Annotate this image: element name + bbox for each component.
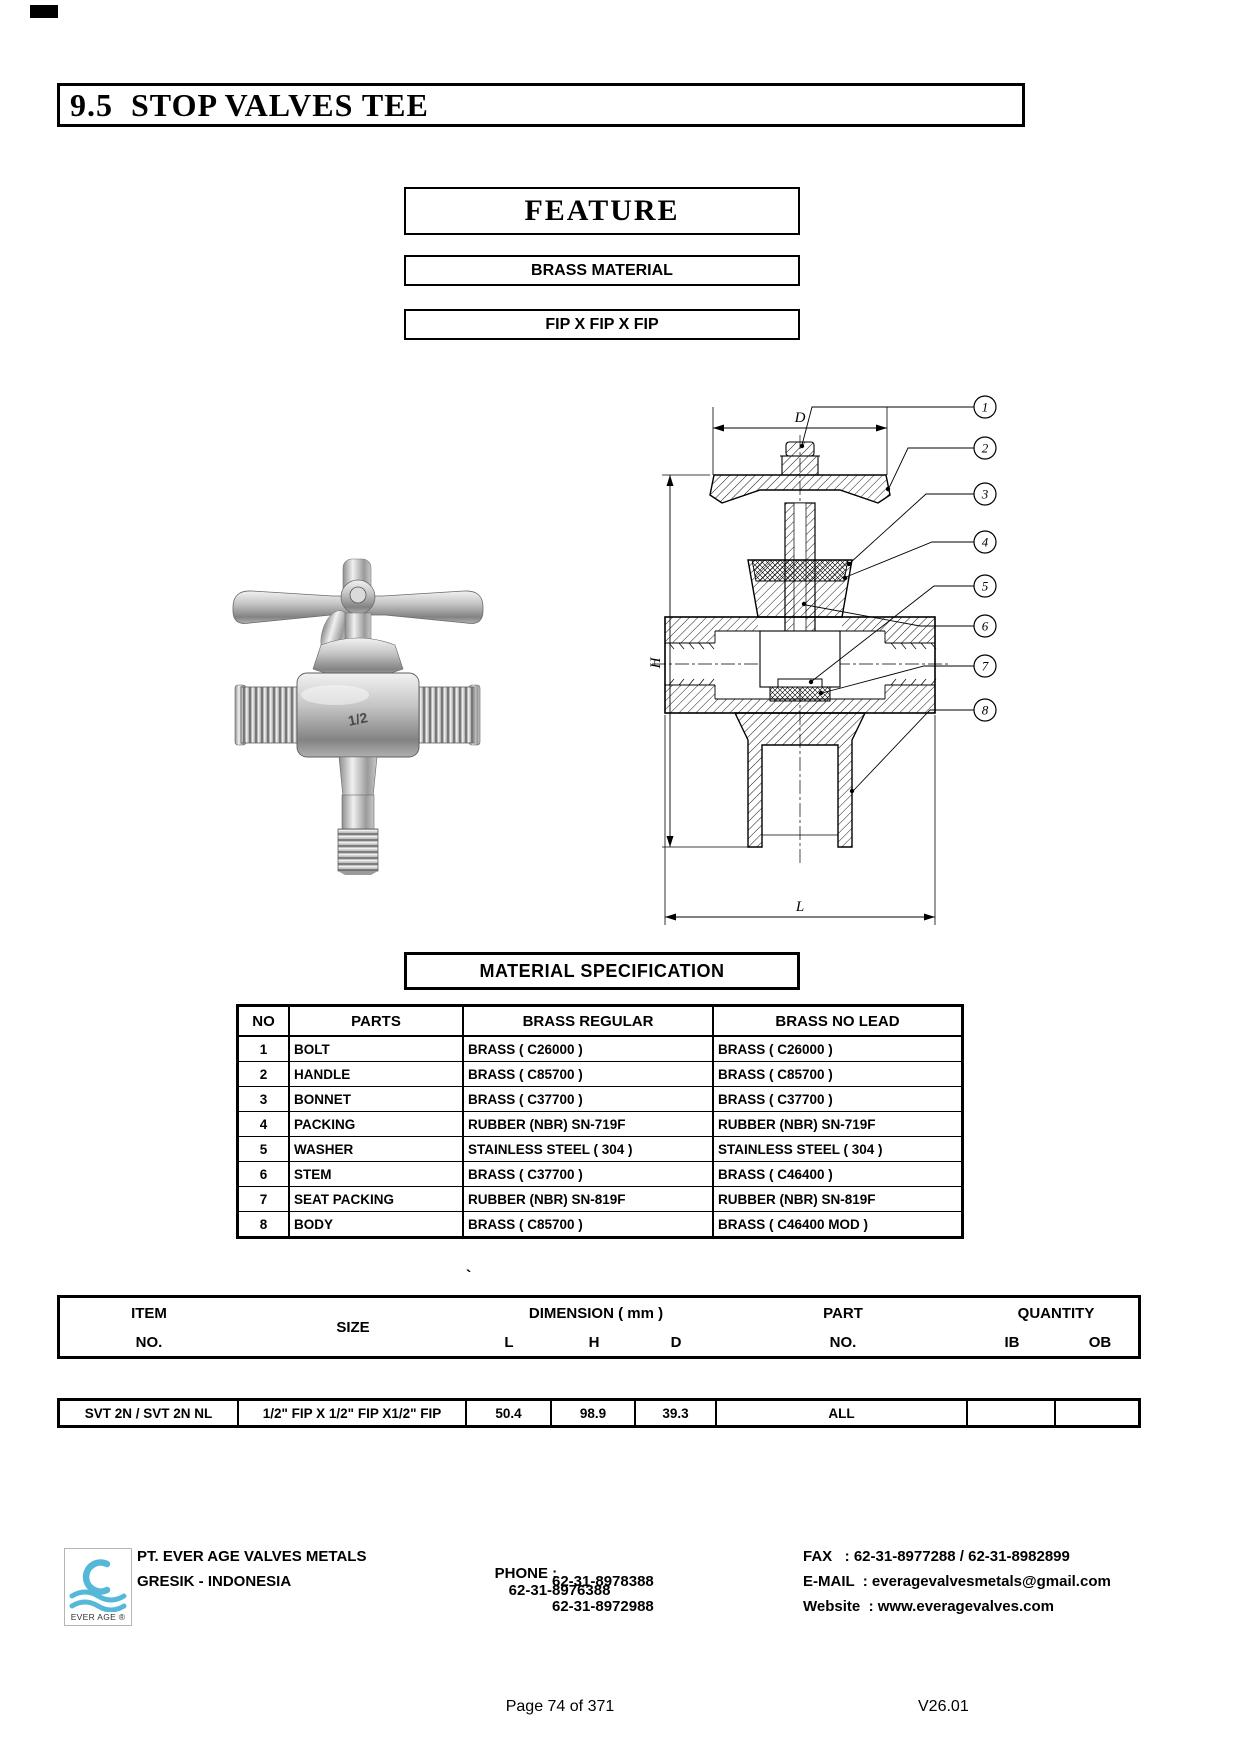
col-dimension: DIMENSION ( mm )	[528, 1305, 664, 1322]
callout-4: 4	[981, 534, 989, 550]
col-qty-ob: OB	[1088, 1334, 1112, 1351]
material-spec-table	[236, 1004, 964, 1239]
company-name: PT. EVER AGE VALVES METALS	[137, 1548, 367, 1565]
material-spec-heading: MATERIAL SPECIFICATION	[479, 960, 725, 981]
callout-2: 2	[981, 440, 989, 456]
cell-dim-h: 98.9	[552, 1401, 636, 1425]
feature-connection-box	[404, 309, 800, 340]
col-brass-no-lead: BRASS NO LEAD	[775, 1012, 900, 1030]
table-row: 4 PACKING RUBBER (NBR) SN-719F RUBBER (NBR) SN-719F	[239, 1112, 961, 1137]
page-title: 9.5 STOP VALVES TEE	[70, 86, 429, 123]
version-label: V26.01	[918, 1698, 969, 1715]
col-size: SIZE	[336, 1319, 370, 1336]
bonnet-section	[748, 560, 852, 617]
stray-mark: `	[466, 1268, 472, 1285]
section-title-box	[57, 83, 1025, 127]
table-row: 8 BODY BRASS ( C85700 ) BRASS ( C46400 MOD )	[239, 1212, 961, 1236]
dimension-h	[648, 475, 748, 847]
cell-dim-d: 39.3	[636, 1401, 717, 1425]
col-item: ITEM	[131, 1305, 167, 1322]
washer-section	[778, 679, 822, 687]
company-location: GRESIK - INDONESIA	[137, 1573, 292, 1590]
col-qty-ib: IB	[1004, 1334, 1020, 1351]
item-table-row	[57, 1398, 1141, 1428]
col-brass-regular: BRASS REGULAR	[464, 1007, 714, 1035]
table-row: 6 STEM BRASS ( C37700 ) BRASS ( C46400 )	[239, 1162, 961, 1187]
table-row: 5 WASHER STAINLESS STEEL ( 304 ) STAINLESS STEEL ( 304 )	[239, 1137, 961, 1162]
page-number: Page 74 of 371	[505, 1698, 615, 1715]
valve-photo-body	[235, 673, 480, 757]
corner-print-mark	[30, 5, 58, 18]
callout-5: 5	[981, 578, 989, 594]
packing-section	[752, 560, 848, 581]
phone-number-1: 62-31-8976388	[508, 1582, 611, 1599]
valve-photo-outlet	[338, 757, 378, 875]
cell-item-no: SVT 2N / SVT 2N NL	[60, 1401, 239, 1425]
feature-material: BRASS MATERIAL	[531, 261, 673, 279]
col-quantity: QUANTITY	[1017, 1305, 1095, 1322]
table-row: 1 BOLT BRASS ( C26000 ) BRASS ( C26000 )	[239, 1037, 961, 1062]
item-table-header	[57, 1295, 1141, 1359]
feature-connection: FIP X FIP X FIP	[545, 315, 659, 333]
callout-8: 8	[981, 702, 989, 718]
callout-1: 1	[981, 399, 989, 415]
col-part-no: NO.	[829, 1334, 857, 1351]
feature-heading: FEATURE	[524, 194, 680, 227]
cell-size: 1/2" FIP X 1/2" FIP X1/2" FIP	[239, 1401, 467, 1425]
cell-qty-ob	[1056, 1401, 1138, 1425]
callout-3: 3	[981, 486, 989, 502]
cell-dim-l: 50.4	[467, 1401, 552, 1425]
table-row: 7 SEAT PACKING RUBBER (NBR) SN-819F RUBBER (NBR) SN-819F	[239, 1187, 961, 1212]
col-parts: PARTS	[290, 1007, 464, 1035]
email-line: E-MAIL : everagevalvesmetals@gmail.com	[803, 1573, 1111, 1590]
dim-l-label: L	[795, 899, 805, 915]
col-dim-l: L	[504, 1334, 514, 1351]
cell-part-no: ALL	[717, 1401, 968, 1425]
callout-7: 7	[981, 658, 989, 674]
col-part: PART	[823, 1305, 863, 1322]
table-row: 2 HANDLE BRASS ( C85700 ) BRASS ( C85700 )	[239, 1062, 961, 1087]
size-marking: 1/2	[346, 709, 369, 729]
callout-balloons	[974, 396, 996, 721]
material-spec-header-row	[239, 1007, 961, 1037]
table-row: 3 BONNET BRASS ( C37700 ) BRASS ( C37700 )	[239, 1087, 961, 1112]
phone-number-3: 62-31-8972988	[552, 1598, 654, 1615]
fax-line: FAX : 62-31-8977288 / 62-31-8982899	[803, 1548, 1070, 1565]
col-dim-h: H	[588, 1334, 600, 1351]
col-no: NO	[239, 1007, 290, 1035]
company-logo	[64, 1548, 132, 1626]
technical-drawing	[640, 395, 1020, 935]
logo-caption: EVER AGE ®	[70, 1612, 126, 1622]
product-photo	[225, 545, 490, 875]
callout-6: 6	[981, 618, 989, 634]
dim-h-label: H	[648, 657, 664, 669]
everage-logo-icon	[67, 1556, 129, 1612]
feature-material-box	[404, 255, 800, 286]
website-line: Website : www.everagevalves.com	[803, 1598, 1054, 1615]
material-spec-heading-box	[404, 952, 800, 990]
cell-qty-ib	[968, 1401, 1056, 1425]
col-dim-d: D	[670, 1334, 682, 1351]
phone-number-2: 62-31-8978388	[552, 1573, 654, 1590]
col-item-no: NO.	[135, 1334, 163, 1351]
feature-heading-box	[404, 187, 800, 235]
dim-d-label: D	[794, 410, 806, 426]
phone-label: PHONE :	[494, 1565, 558, 1582]
